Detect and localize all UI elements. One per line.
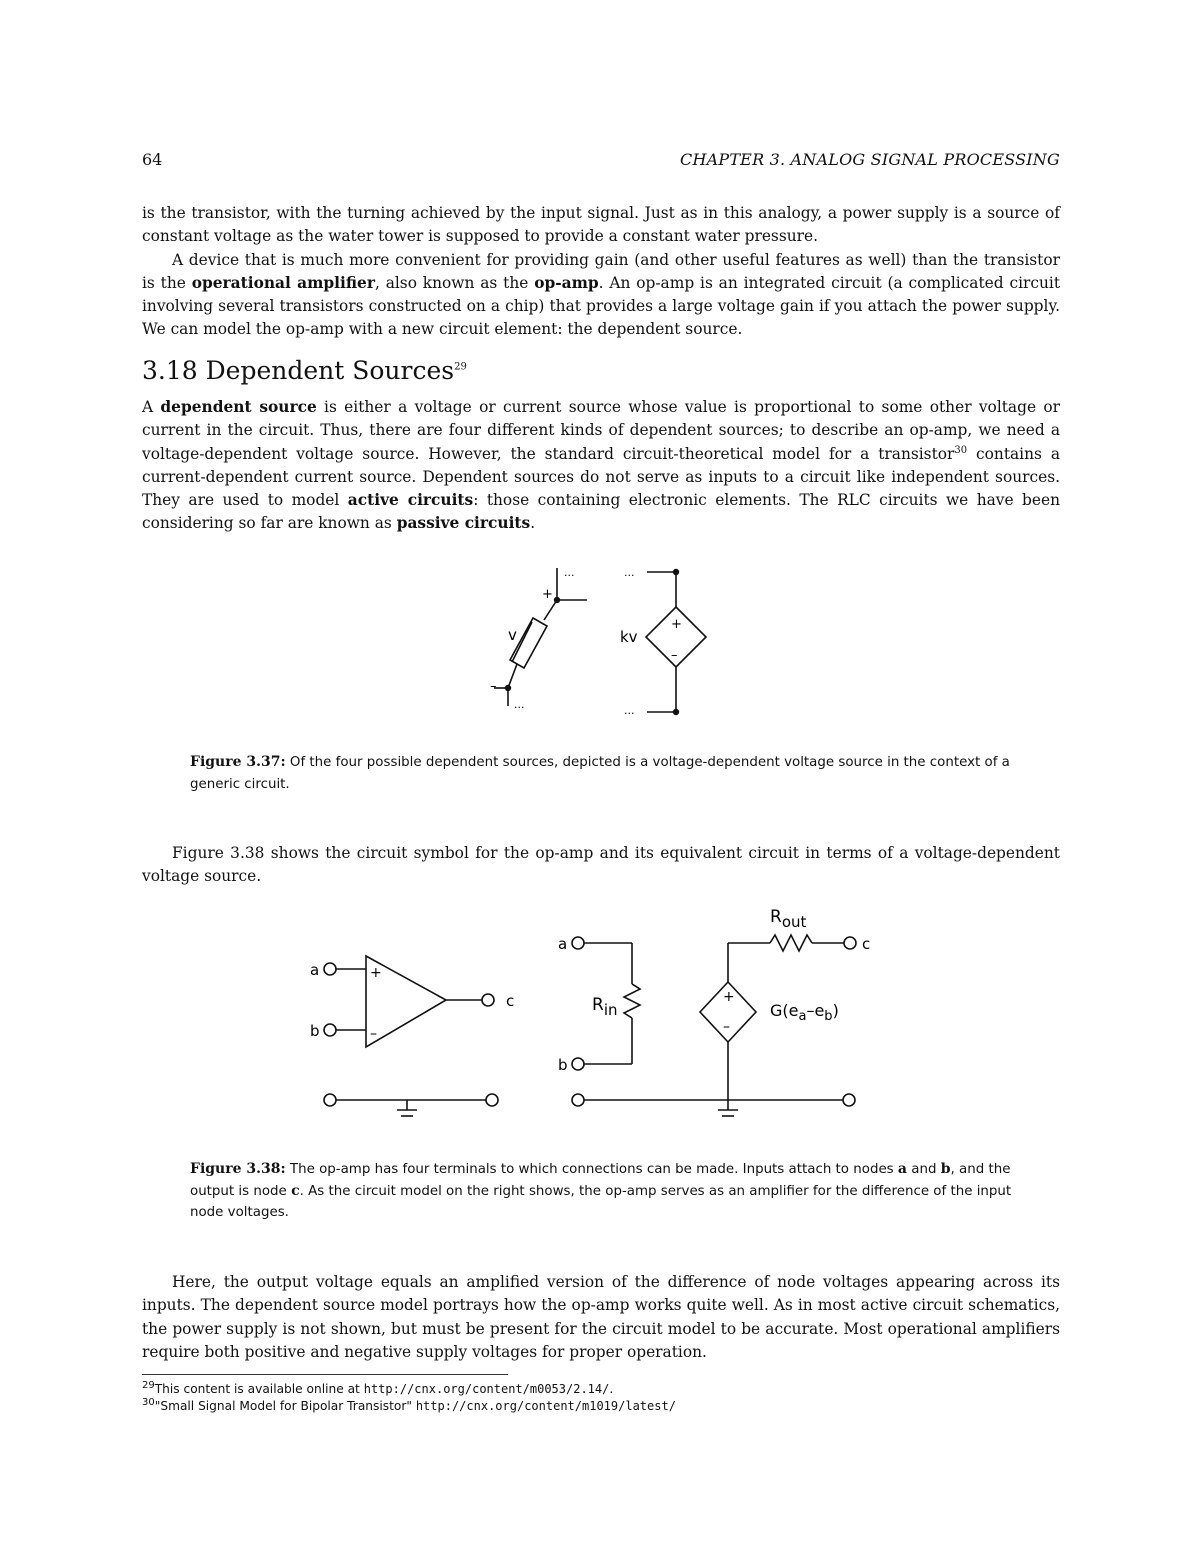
dots-bottom-right: ... (624, 704, 635, 717)
label-v: v (508, 626, 517, 644)
source-minus: – (723, 1019, 730, 1035)
paragraph-4: Figure 3.38 shows the circuit symbol for the op-amp and its equivalent circuit in terms of a voltage-dependent voltage source. (142, 844, 1060, 886)
paragraph-3: A dependent source is either a voltage or current source whose value is proportional to some other voltage or current in the circuit. Thus, there are four different kinds of dependent sources; to describe an op-amp, we need a voltage-dependent voltage source. However, the standard circuit-theoretical model for a transistor$^{30}$ contains a current-dependent current source. Dependent sources do not serve as inputs to a circuit like independent sources. They are used to model active circuits: those containing electronic elements. The RLC circuits we have been considering so far are known as passive circuits. (142, 398, 1061, 533)
paragraph-1: is the transistor, with the turning achieved by the input signal. Just as in this analogy, a power supply is a source of constant voltage as the water tower is supposed to provide a constant water pressure. (142, 204, 1060, 246)
footnote-link[interactable]: http://cnx.org/content/m1019/latest/ (415, 1399, 676, 1413)
term-operational-amplifier: operational amplifier (191, 273, 375, 292)
source-plus: + (723, 989, 735, 1005)
model-terminal-b (572, 1058, 584, 1070)
term-dependent-source: dependent source (160, 398, 317, 416)
dots-top-right: ... (624, 566, 635, 579)
input-minus: – (370, 1026, 377, 1042)
ground-terminal-left (324, 1094, 336, 1106)
chapter-title: CHAPTER 3. ANALOG SIGNAL PROCESSING (680, 150, 1060, 169)
minus-label: – (490, 679, 497, 694)
terminal-a (324, 963, 336, 975)
figure-3-37-diagram (480, 560, 740, 720)
footnote-link[interactable]: http://cnx.org/content/m0053/2.14/ (363, 1382, 610, 1396)
ground-terminal-right (486, 1094, 498, 1106)
model-terminal-a (572, 937, 584, 949)
node-label-a: a (310, 961, 320, 979)
node-label-b: b (310, 1022, 320, 1040)
node-dot (505, 685, 511, 691)
model-ground-terminal-left (572, 1094, 584, 1106)
term-op-amp: op-amp (534, 273, 599, 292)
label-r-in: Rin (592, 995, 618, 1019)
section-heading: 3.18 Dependent Sources$^{29}$ (142, 356, 467, 385)
running-header (142, 150, 1060, 172)
node-dot (554, 597, 560, 603)
node-dot (673, 569, 679, 575)
figure-3-38-caption: Figure 3.38: The op-amp has four terminals to which connections can be made. Inputs attach to nodes a and b, and the output is node c. As the circuit model on the right shows, the op-amp serves as an amplifier for the difference of the input node voltages. (190, 1161, 1012, 1220)
figure-3-38-diagram (300, 900, 880, 1130)
footnote-ref-30[interactable]: 30 (954, 444, 968, 456)
page-number: 64 (142, 150, 163, 169)
wire (508, 664, 517, 688)
node-label-c: c (506, 992, 515, 1010)
label-r-out: Rout (770, 907, 807, 931)
terminal-b (324, 1024, 336, 1036)
body-text-top (142, 202, 1060, 342)
wire (544, 600, 557, 620)
footnote-29: $^{29}$This content is available online at http://cnx.org/content/m0053/2.14/. (142, 1379, 614, 1396)
model-label-a: a (558, 935, 568, 953)
model-label-b: b (558, 1056, 568, 1074)
term-passive-circuits: passive circuits (396, 514, 531, 533)
figure-3-37-caption: Figure 3.37: Of the four possible dependent sources, depicted is a voltage-dependent voltage source in the context of a generic circuit. (190, 754, 1010, 792)
paragraph-2: A device that is much more convenient for providing gain (and other useful features as well) than the transistor is the operational amplifier, also known as the op-amp. An op-amp is an integrated circuit (a complicated circuit involving several transistors constructed on a chip) that provides a large voltage gain if you attach the power supply. We can model the op-amp with a new circuit element: the dependent source. (142, 250, 1060, 339)
source-minus: – (671, 648, 678, 663)
source-plus: + (671, 617, 682, 632)
dots-top-left: ... (564, 566, 575, 579)
label-gain: $G(e_a-e_b)$ (770, 1001, 839, 1024)
model-ground-terminal-right (843, 1094, 855, 1106)
resistor-rin (624, 984, 640, 1018)
label-kv: kv (620, 628, 638, 646)
resistor-rout (770, 935, 812, 951)
caption-label: Figure 3.37: (190, 754, 286, 770)
footnote-ref-29[interactable]: 29 (454, 361, 467, 373)
footnote-rule (142, 1374, 508, 1375)
node-dot (673, 709, 679, 715)
input-plus: + (370, 965, 382, 981)
term-active-circuits: active circuits (347, 491, 474, 510)
plus-label: + (542, 587, 553, 602)
model-label-c: c (862, 935, 871, 953)
dots-bottom-left: ... (514, 698, 525, 711)
caption-label: Figure 3.38: (190, 1161, 286, 1177)
model-terminal-c (844, 937, 856, 949)
paragraph-5: Here, the output voltage equals an amplified version of the difference of node voltages appearing across its inputs. The dependent source model portrays how the op-amp works quite well. As in most active circuit schematics, the power supply is not shown, but must be present for the circuit model to be accurate. Most operational amplifiers require both positive and negative supply voltages for proper operation. (142, 1273, 1060, 1361)
footnote-30: $^{30}$"Small Signal Model for Bipolar Transistor" http://cnx.org/content/m1019/latest/ (142, 1396, 676, 1413)
terminal-c (482, 994, 494, 1006)
